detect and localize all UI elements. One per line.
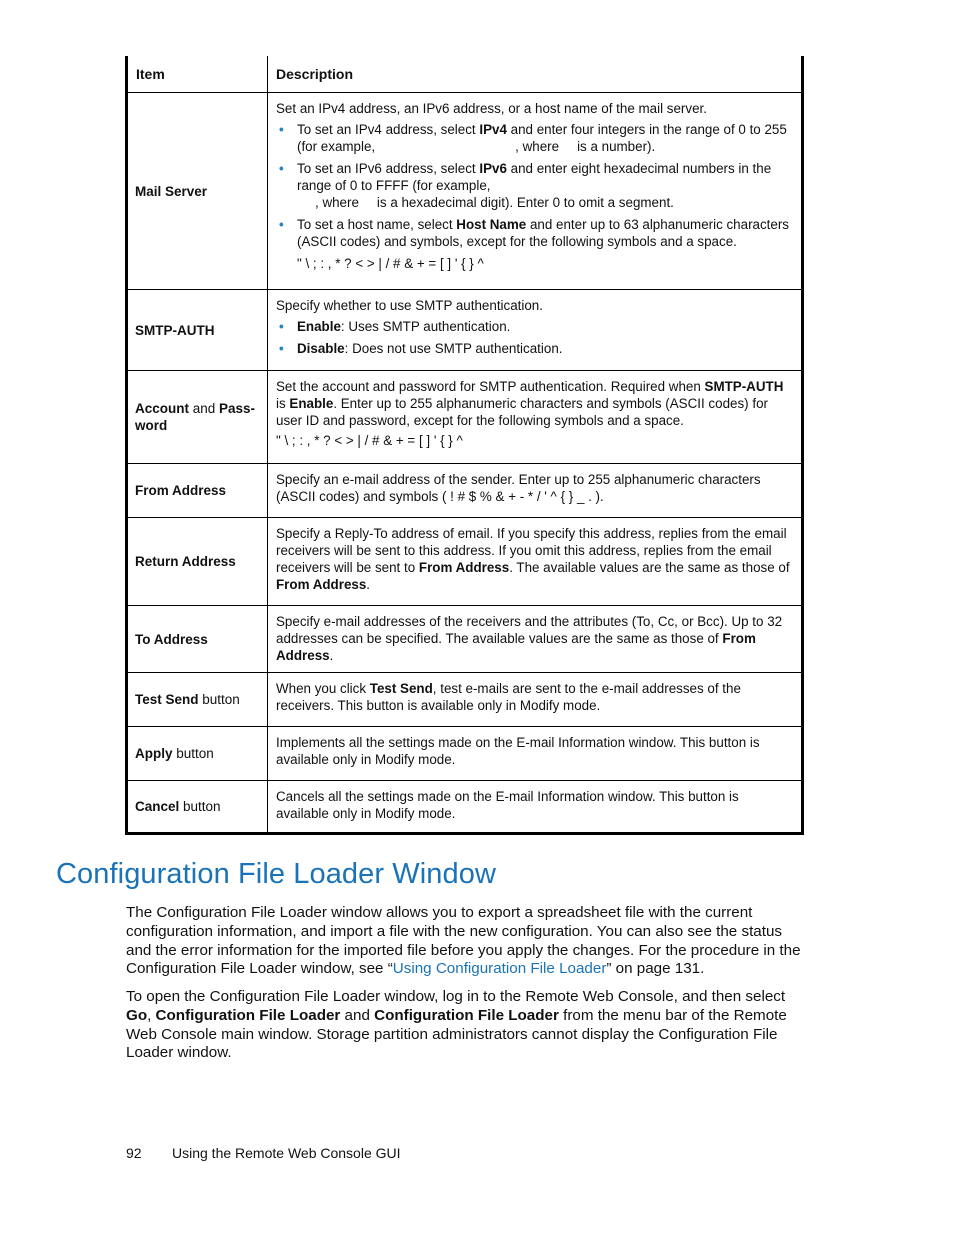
mail-server-intro: Set an IPv4 address, an IPv6 address, or a host name of the mail server.: [276, 101, 707, 116]
table-row: [127, 371, 803, 464]
bullet-icon: •: [279, 319, 284, 334]
item-mail-server: Mail Server: [127, 93, 268, 290]
desc-apply: Implements all the settings made on the E-mail Information window. This button is available only in Modify mode.: [268, 727, 803, 781]
table-row: [127, 606, 803, 673]
item-test-send: Test Send button: [127, 673, 268, 727]
desc-to-address: Specify e-mail addresses of the receivers and the attributes (To, Cc, or Bcc). Up to 32 addresses can be specified. The available values are the same as those of From Address.: [268, 606, 803, 673]
bullet-icon: •: [279, 341, 284, 356]
table-row: [127, 518, 803, 606]
table-header-row: [127, 56, 803, 93]
list-item: • Enable: Uses SMTP authentication.: [279, 319, 511, 334]
item-smtp-auth: SMTP-AUTH: [127, 290, 268, 371]
settings-table: [125, 56, 804, 835]
table-row: [127, 93, 803, 290]
list-item: • To set an IPv6 address, select IPv6 and enter eight hexadecimal numbers in the range of 0 to FFFF (for example, , where is a hexadecimal digit). Enter 0 to omit a segment.: [279, 161, 772, 210]
bullet-icon: •: [279, 122, 284, 137]
spec-table-container: [125, 56, 801, 835]
smtp-auth-list: [276, 318, 793, 357]
footer-chapter: Using the Remote Web Console GUI: [172, 1145, 401, 1161]
item-return-address: Return Address: [127, 518, 268, 606]
desc-mail-server: [268, 93, 803, 290]
header-item: Item: [127, 56, 268, 93]
desc-test-send: When you click Test Send, test e-mails are sent to the e-mail addresses of the receivers. This button is available only in Modify mode.: [268, 673, 803, 727]
page-footer: [126, 1145, 401, 1161]
list-item: • To set an IPv4 address, select IPv4 and enter four integers in the range of 0 to 255 (for example, , where is a number).: [279, 122, 787, 154]
bullet-icon: •: [279, 161, 284, 176]
table-row: [127, 464, 803, 518]
section-title: Configuration File Loader Window: [56, 858, 497, 890]
table-row: [127, 290, 803, 371]
open-instructions-paragraph: To open the Configuration File Loader window, log in to the Remote Web Console, and then select Go, Configuration File Loader and Configuration File Loader from the menu bar of the Remote Web Console main window. Storage partition administrators cannot display the Configuration File Loader window.: [126, 988, 787, 1062]
desc-smtp-auth: Specify whether to use SMTP authentication. • Enable: Uses SMTP authentication. • Disable: Does not use SMTP authentication.: [268, 290, 803, 371]
bullet-icon: •: [279, 217, 284, 232]
intro-paragraph: The Configuration File Loader window allows you to export a spreadsheet file with the current configuration information, and import a file with the new configuration. You can also see the status and the error information for the imported file before you apply the changes. For the procedure in the Configuration File Loader window, see “Using Configuration File Loader” on page 131.: [126, 904, 801, 978]
list-item: • To set a host name, select Host Name and enter up to 63 alphanumeric characters (ASCII codes) and symbols, except for the following symbols and a space. " \ ; : , * ? < > | / # & + = [ ] ' { } ^: [276, 216, 793, 272]
header-description: Description: [268, 56, 803, 93]
desc-account-password: Set the account and password for SMTP authentication. Required when SMTP-AUTH is Enable. Enter up to 255 alphanumeric characters and symbols (ASCII codes) for user ID and password, except for the following symbols and a space. " \ ; : , * ? < > | / # & + = [ ] ' { } ^: [268, 371, 803, 464]
item-apply: Apply button: [127, 727, 268, 781]
mail-server-symbols: " \ ; : , * ? < > | / # & + = [ ] ' { } ^: [297, 256, 484, 271]
page-number: 92: [126, 1145, 142, 1161]
item-to-address: To Address: [127, 606, 268, 673]
desc-cancel: Cancels all the settings made on the E-mail Information window. This button is available only in Modify mode.: [268, 781, 803, 834]
table-row: [127, 781, 803, 834]
table-row: [127, 673, 803, 727]
item-cancel: Cancel button: [127, 781, 268, 834]
desc-return-address: Specify a Reply-To address of email. If you specify this address, replies from the email receivers will be sent to this address. If you omit this address, replies from the email receivers will be sent to From Address. The available values are the same as those of From Address.: [268, 518, 803, 606]
item-account-password: Account and Pass-word: [127, 371, 268, 464]
using-config-file-loader-link[interactable]: Using Configuration File Loader: [392, 960, 607, 978]
table-row: [127, 727, 803, 781]
list-item: • Disable: Does not use SMTP authentication.: [279, 341, 563, 356]
mail-server-list: [276, 121, 793, 272]
account-symbols: " \ ; : , * ? < > | / # & + = [ ] ' { } ^: [276, 433, 463, 448]
desc-from-address: Specify an e-mail address of the sender. Enter up to 255 alphanumeric characters (ASCII codes) and symbols ( ! # $ % & + - * / ' ^ { } _ . ).: [268, 464, 803, 518]
item-from-address: From Address: [127, 464, 268, 518]
